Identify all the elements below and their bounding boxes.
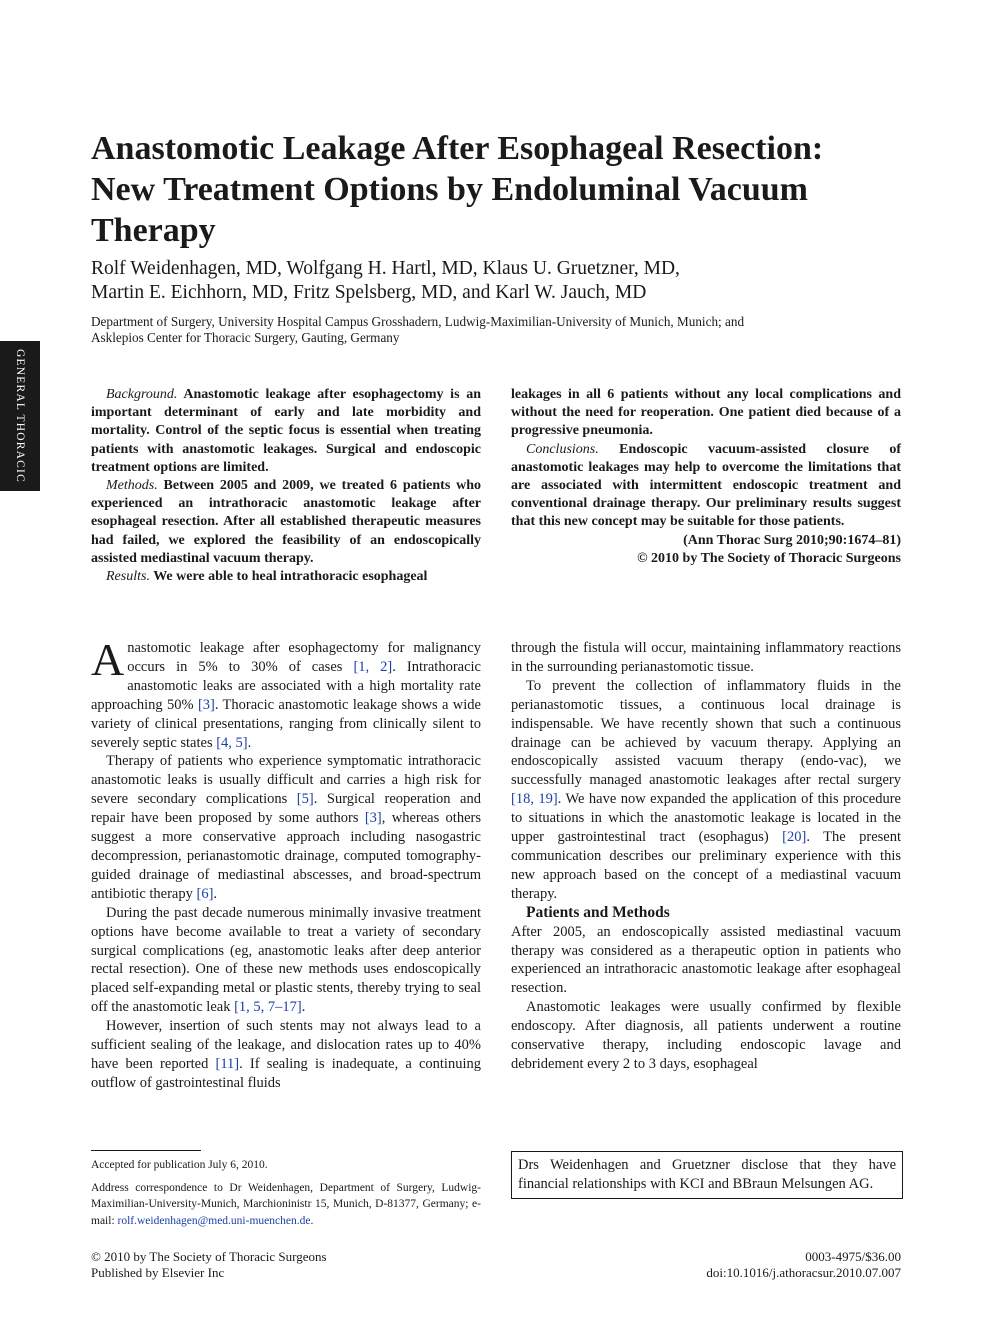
body-text: , whereas others suggest a more conservative approach including nasogastric decompression, perianastomotic drainage, computed tomography-guided drainage of mediastinal abscesses, and broad-spectrum antibiotic therapy: [91, 810, 481, 902]
citation-link[interactable]: [3]: [197, 696, 215, 713]
footer-right: [706, 1249, 901, 1280]
footer-left: [91, 1249, 327, 1280]
abstract-text: Between 2005 and 2009, we treated 6 patients who experienced an intrathoracic anastomotic leakage after esophageal resection. After all established therapeutic measures had failed, we explored the feasibility of an endoscopically assisted mediastinal vacuum therapy.: [91, 478, 481, 566]
author-line: Rolf Weidenhagen, MD, Wolfgang H. Hartl, MD, Klaus U. Gruetzner, MD,: [91, 258, 680, 279]
journal-citation: (Ann Thorac Surg 2010;90:1674–81): [683, 532, 901, 548]
accepted-date: Accepted for publication July 6, 2010.: [91, 1159, 268, 1171]
article-title: [91, 128, 911, 251]
footer-issn: 0003-4975/$36.00: [805, 1249, 901, 1264]
abstract-label: Background.: [106, 387, 178, 402]
email-link[interactable]: rolf.weidenhagen@med.uni-muenchen.de: [117, 1214, 311, 1227]
citation-link[interactable]: [4, 5]: [216, 734, 248, 751]
body-text: However, insertion of such stents may not always lead to a sufficient sealing of the leakage, and dislocation rates up to 40% have been reported: [91, 1018, 481, 1072]
body-text: Therapy of patients who experience symptomatic intrathoracic anastomotic leaks is usually difficult and carries a high risk for severe secondary complications: [91, 753, 481, 808]
abstract-text: Endoscopic vacuum-assisted closure of anastomotic leakages may help to overcome the limitations that are associated with intermittent endoscopic treatment and conventional drainage therapy. Our preliminary results suggest that this new concept may be suitable for those patients.: [511, 441, 901, 530]
correspondence-address: [91, 1180, 481, 1230]
body-text: .: [247, 734, 252, 751]
abstract-label: Results.: [106, 569, 150, 585]
citation-link[interactable]: [18, 19]: [511, 791, 558, 808]
body-text: . Intrathoracic anastomotic leaks are associated with a high mortality rate approaching 50%: [91, 658, 481, 713]
abstract-conclusions: [511, 441, 901, 532]
citation-link[interactable]: [1, 2]: [353, 658, 393, 675]
citation-link[interactable]: [3]: [364, 810, 382, 827]
drop-cap: A: [91, 634, 125, 685]
address-text: .: [310, 1214, 314, 1227]
body-paragraph: [91, 904, 481, 1017]
affiliation: [91, 314, 911, 345]
citation-link[interactable]: [5]: [296, 791, 314, 808]
author-list: [91, 257, 911, 305]
footer-publisher: Published by Elsevier Inc: [91, 1264, 225, 1280]
abstract-background: [91, 386, 481, 477]
affiliation-line: Asklepios Center for Thoracic Surgery, Gauting, Germany: [91, 329, 400, 345]
body-paragraph: [91, 634, 481, 752]
address-text: Address correspondence to Dr Weidenhagen, Department of Surgery, Ludwig-Maximilian-University-Munich, Marchioninistr 15, Munich, D-81377, Germany; e-mail:: [91, 1181, 481, 1227]
abstract-right-column: [511, 386, 901, 568]
body-text: . We have now expanded the application of this procedure to situations in which the anastomotic leakage is located in the upper gastrointestinal tract (esophagus): [511, 791, 901, 846]
citation-link[interactable]: [1, 5, 7–17]: [234, 999, 302, 1016]
body-text: .: [301, 999, 306, 1016]
citation-link[interactable]: [11]: [215, 1055, 240, 1072]
citation-link[interactable]: [20]: [782, 829, 807, 846]
body-text: . If sealing is inadequate, a continuing outflow of gastrointestinal fluids: [91, 1055, 481, 1091]
footnote-rule: [91, 1150, 201, 1151]
body-paragraph: [91, 752, 481, 903]
title-line: New Treatment Options by Endoluminal Vacuum: [91, 171, 808, 208]
section-tab: [0, 341, 40, 491]
abstract-label: Methods.: [106, 478, 158, 494]
body-text: During the past decade numerous minimally invasive treatment options have become available to treat a variety of secondary surgical complications (eg, anastomotic leaks after deep anterior rectal resection). One of these new methods uses endoscopically placed self-expanding metal or plastic stents, thereby trying to seal off the anastomotic leak: [91, 904, 481, 1016]
body-paragraph: [91, 1017, 481, 1093]
title-line: Anastomotic Leakage After Esophageal Resection:: [91, 130, 824, 167]
body-text: .: [213, 885, 218, 902]
abstract-results-continued: leakages in all 6 patients without any local complications and without the need for reoperation. One patient died because of a progressive pneumonia.: [511, 387, 901, 439]
abstract-label: Conclusions.: [526, 441, 599, 457]
abstract-text: Anastomotic leakage after esophagectomy is an important determinant of early and late morbidity and mortality. Control of the septic focus is essential when treating patients with anastomotic leakages. Surgical and endoscopic treatment options are limited.: [91, 387, 481, 475]
abstract-text: We were able to heal intrathoracic esophageal: [149, 569, 428, 585]
body-left-column: [91, 634, 481, 1093]
section-heading: Patients and Methods: [526, 903, 670, 921]
section-tab-label: GENERAL THORACIC: [14, 349, 26, 483]
abstract-left-column: [91, 386, 481, 586]
body-paragraph: [511, 677, 901, 904]
footer-copyright: © 2010 by The Society of Thoracic Surgeons: [91, 1249, 327, 1264]
footer-doi: doi:10.1016/j.athoracsur.2010.07.007: [706, 1264, 901, 1280]
abstract-copyright: © 2010 by The Society of Thoracic Surgeons: [637, 550, 901, 566]
body-text: . Thoracic anastomotic leakage shows a wide variety of clinical presentations, ranging from clinically silent to severely septic states: [91, 696, 481, 751]
footnotes: [91, 1150, 481, 1235]
disclosure-box: Drs Weidenhagen and Gruetzner disclose that they have financial relationships with KCI and BBraun Melsungen AG.: [511, 1151, 903, 1199]
affiliation-line: Department of Surgery, University Hospital Campus Grosshadern, Ludwig-Maximilian-University of Munich, Munich; and: [91, 314, 745, 329]
body-paragraph: After 2005, an endoscopically assisted mediastinal vacuum therapy was considered as a therapeutic option in patients who experienced an intrathoracic anastomotic leakage after esophageal resection.: [511, 923, 901, 997]
abstract-results: [91, 568, 481, 586]
body-text: . The present communication describes our preliminary experience with this new approach based on the concept of a mediastinal vacuum therapy.: [511, 829, 901, 902]
body-text: . Surgical reoperation and repair have been proposed by some authors: [91, 791, 481, 827]
author-line: Martin E. Eichhorn, MD, Fritz Spelsberg, MD, and Karl W. Jauch, MD: [91, 282, 647, 303]
body-paragraph: through the fistula will occur, maintaining inflammatory reactions in the surrounding perianastomotic tissue.: [511, 640, 901, 675]
body-text: To prevent the collection of inflammatory fluids in the perianastomotic tissues, a continuous local drainage is indispensable. We have recently shown that such a continuous drainage can be achieved by vacuum therapy. Applying an endoscopically assisted vacuum therapy (endo-vac), we successfully managed anastomotic leakages after rectal surgery: [511, 677, 901, 789]
citation-link[interactable]: [6]: [196, 885, 214, 902]
body-text: nastomotic leakage after esophagectomy for malignancy occurs in 5% to 30% of cases: [127, 640, 481, 675]
body-right-column: [511, 639, 901, 1074]
abstract-methods: [91, 477, 481, 568]
body-paragraph: Anastomotic leakages were usually confirmed by flexible endoscopy. After diagnosis, all patients underwent a routine conservative therapy, including endoscopic lavage and debridement every 2 to 3 days, esophageal: [511, 999, 901, 1072]
title-line: Therapy: [91, 212, 216, 249]
